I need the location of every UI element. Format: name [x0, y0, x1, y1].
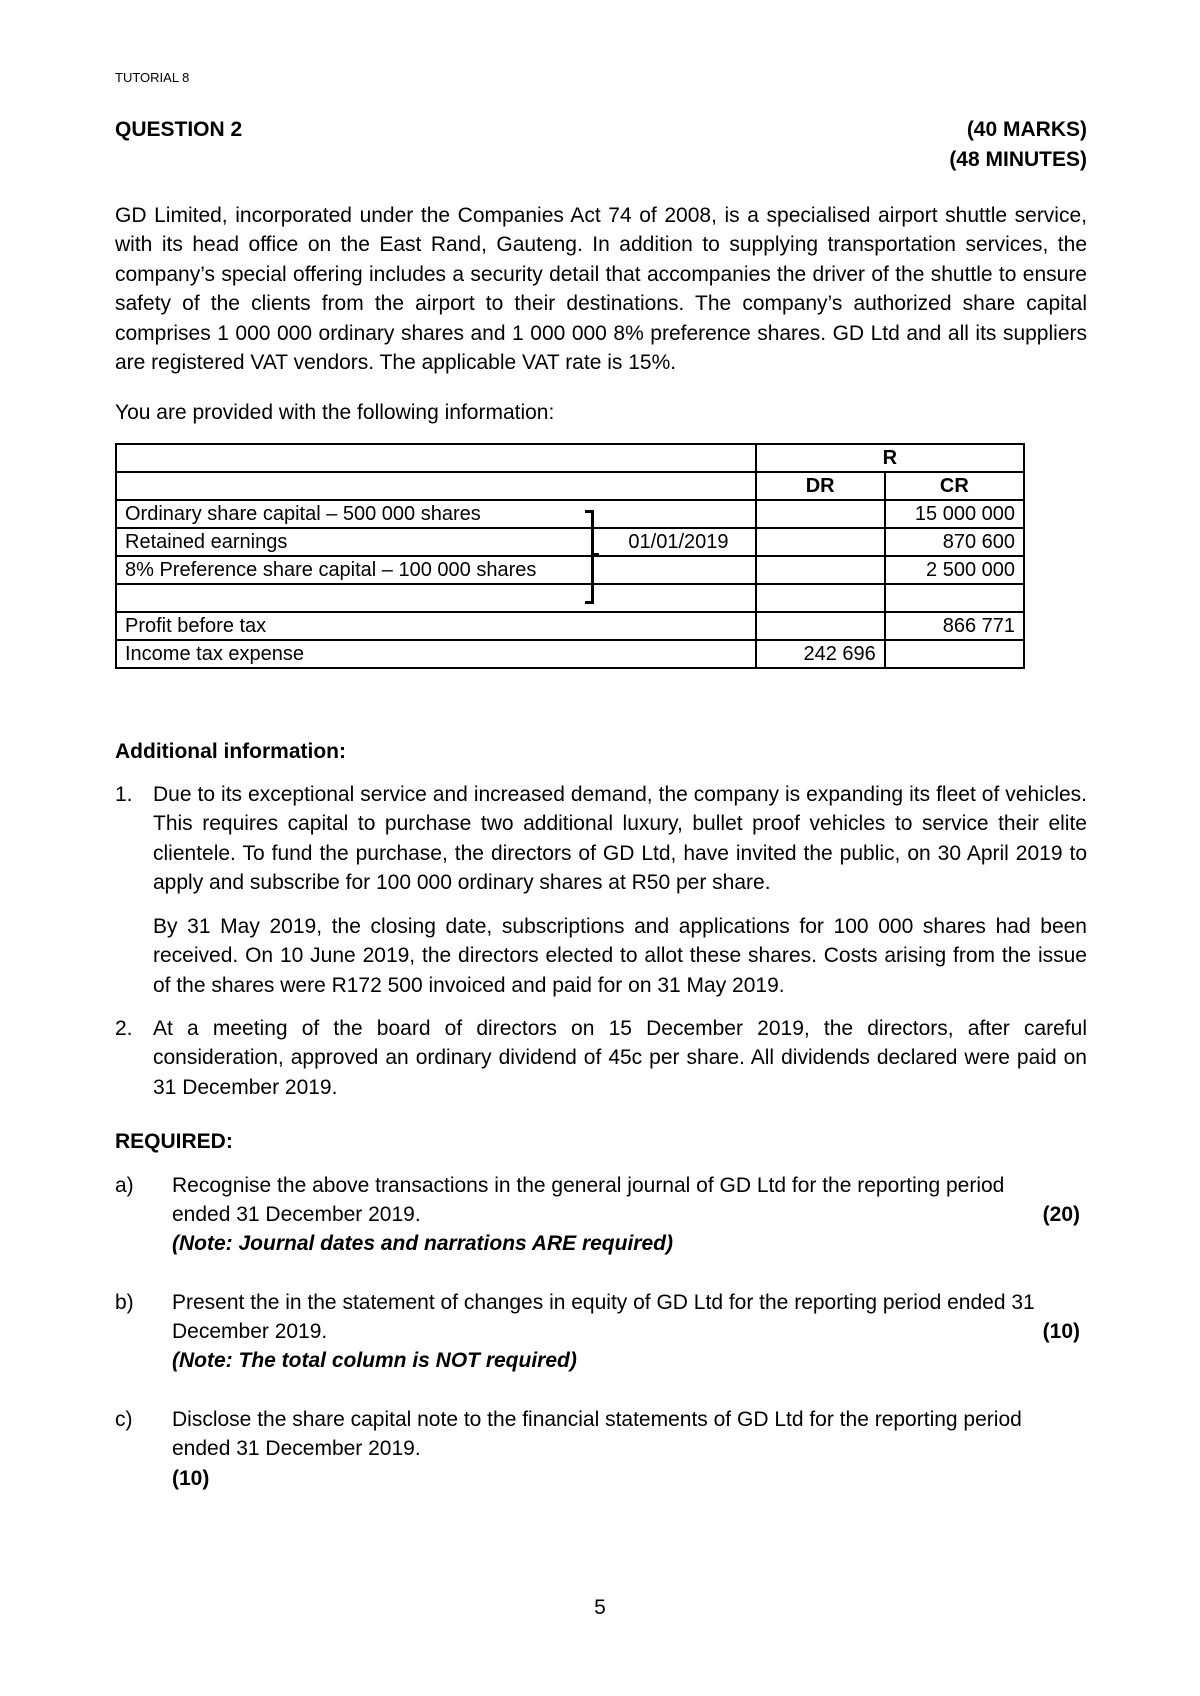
required-note: (Note: The total column is NOT required): [172, 1349, 577, 1372]
table-row: [116, 528, 1024, 556]
currency-header: R: [756, 444, 1024, 472]
item-number: 1.: [115, 783, 133, 806]
required-text: Disclose the share capital note to the financial statements of GD Ltd for the reporting period ended 31 December 2019.: [172, 1408, 1022, 1461]
table-header-row: [116, 472, 1024, 500]
row-cr: 2 500 000: [885, 556, 1024, 584]
given-text: You are provided with the following information:: [115, 401, 555, 424]
dr-header: DR: [756, 472, 885, 500]
required-label: b): [115, 1291, 134, 1314]
date-bracket: [585, 510, 594, 604]
table-row: [116, 584, 1024, 612]
row-label: Ordinary share capital – 500 000 shares: [116, 500, 602, 528]
additional-info-heading: Additional information:: [115, 740, 346, 763]
row-label: Profit before tax: [116, 612, 602, 640]
row-label: [116, 584, 602, 612]
additional-item-paragraph: By 31 May 2019, the closing date, subscriptions and applications for 100 000 shares had been received. On 10 June 2019, the directors elected to allot these shares. Costs arising from the issue of the shares were R172 500 invoiced and paid for on 31 May 2019.: [153, 915, 1087, 997]
row-dr: [756, 528, 885, 556]
question-minutes: (48 MINUTES): [949, 148, 1087, 171]
required-marks: (20): [1042, 1203, 1080, 1226]
row-dr: 242 696: [756, 640, 885, 668]
trial-balance-table: [115, 443, 1025, 669]
question-marks: (40 MARKS): [966, 118, 1087, 141]
tutorial-header: TUTORIAL 8: [115, 70, 190, 85]
required-marks: (10): [1042, 1320, 1080, 1343]
additional-item-paragraph: Due to its exceptional service and increased demand, the company is expanding its fleet of vehicles. This requires capital to purchase two additional luxury, bullet proof vehicles to service their elite clientele. To fund the purchase, the directors of GD Ltd, have invited the public, on 30 April 2019 to apply and subscribe for 100 000 ordinary shares at R50 per share.: [153, 783, 1087, 895]
question-title: QUESTION 2: [115, 118, 243, 141]
required-note: (Note: Journal dates and narrations ARE required): [172, 1232, 673, 1255]
row-dr: [756, 500, 885, 528]
required-marks: (10): [172, 1467, 210, 1490]
intro-paragraph: GD Limited, incorporated under the Companies Act 74 of 2008, is a specialised airport shuttle service, with its head office on the East Rand, Gauteng. In addition to supplying transportation services, the company’s special offering includes a security detail that accompanies the driver of the shuttle to ensure safety of the clients from the airport to their destinations. The company’s authorized share capital comprises 1 000 000 ordinary shares and 1 000 000 8% preference shares. GD Ltd and all its suppliers are registered VAT vendors. The applicable VAT rate is 15%.: [115, 204, 1087, 375]
row-cr: [885, 584, 1024, 612]
balance-date: 01/01/2019: [602, 528, 755, 556]
required-heading: REQUIRED:: [115, 1130, 233, 1153]
row-label: 8% Preference share capital – 100 000 shares: [116, 556, 602, 584]
required-text: Present the in the statement of changes in equity of GD Ltd for the reporting period ended 31 December 2019.: [172, 1291, 1035, 1344]
question-marks-block: [949, 115, 1087, 175]
table-row: [116, 556, 1024, 584]
item-number: 2.: [115, 1017, 133, 1040]
row-cr: [885, 640, 1024, 668]
required-label: c): [115, 1408, 133, 1431]
page-number: 5: [594, 1596, 606, 1619]
table-header-row: [116, 444, 1024, 472]
row-dr: [756, 584, 885, 612]
table-row: [116, 612, 1024, 640]
row-dr: [756, 612, 885, 640]
cr-header: CR: [885, 472, 1024, 500]
date-bracket-tick: [594, 553, 599, 556]
row-label: Income tax expense: [116, 640, 602, 668]
table-row: [116, 640, 1024, 668]
additional-item-paragraph: At a meeting of the board of directors on 15 December 2019, the directors, after careful consideration, approved an ordinary dividend of 45c per share. All dividends declared were paid on 31 December 2019.: [153, 1017, 1087, 1099]
row-label: Retained earnings: [116, 528, 602, 556]
row-cr: 15 000 000: [885, 500, 1024, 528]
row-cr: 866 771: [885, 612, 1024, 640]
table-row: [116, 500, 1024, 528]
required-text: Recognise the above transactions in the general journal of GD Ltd for the reporting period ended 31 December 2019.: [172, 1174, 1005, 1227]
required-label: a): [115, 1174, 134, 1197]
row-cr: 870 600: [885, 528, 1024, 556]
row-dr: [756, 556, 885, 584]
